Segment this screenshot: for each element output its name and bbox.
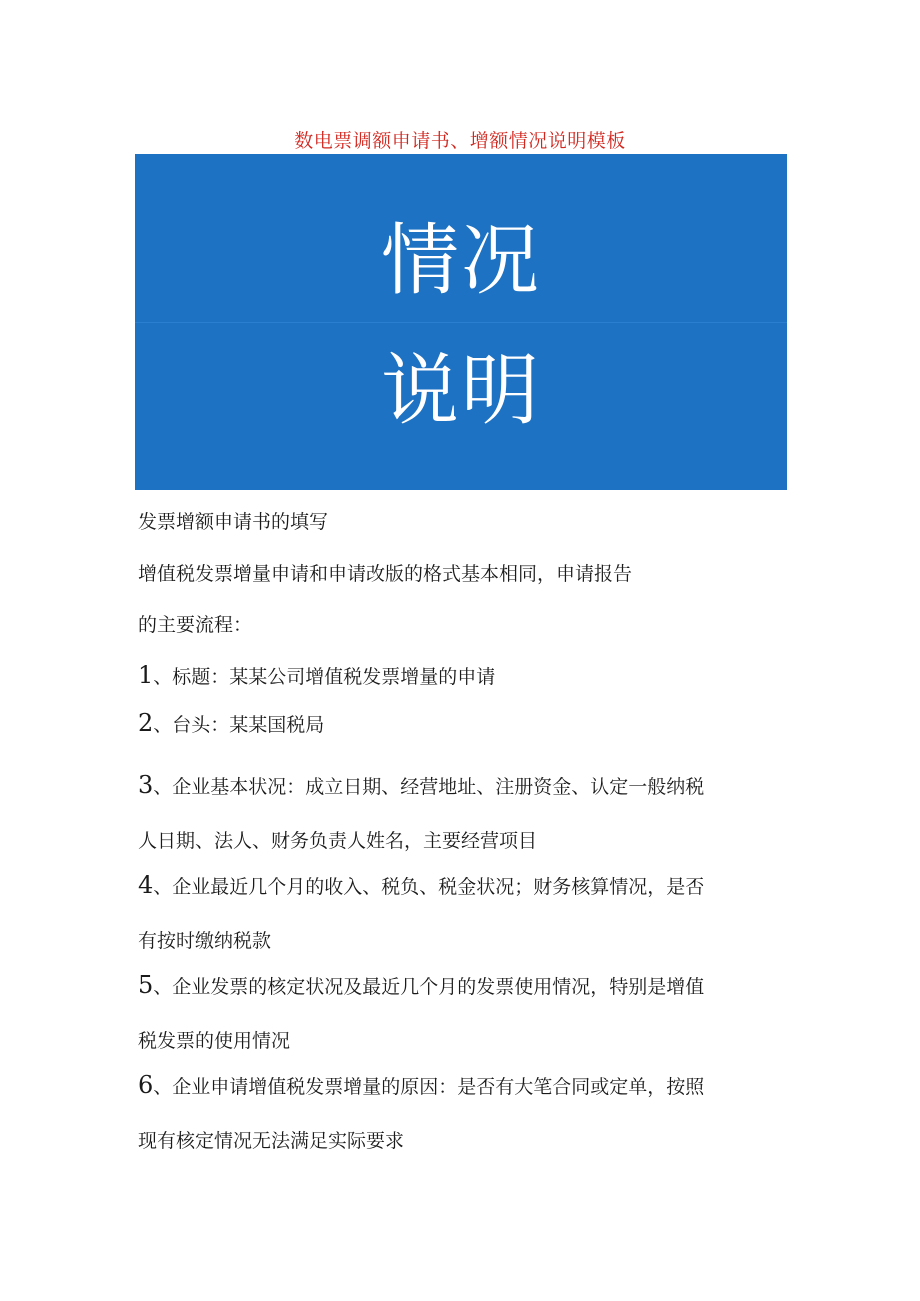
- title-banner: [135, 154, 787, 490]
- list-item-text: 、企业基本状况：成立日期、经营地址、注册资金、认定一般纳税: [153, 776, 705, 798]
- list-item-number: 3: [138, 771, 154, 799]
- intro-line-2: 的主要流程：: [138, 614, 253, 636]
- list-item-text: 、企业发票的核定状况及最近几个月的发票使用情况，特别是增值: [153, 976, 705, 998]
- list-item-line-1: [138, 858, 788, 914]
- list-item-line-2: 人日期、法人、财务负责人姓名，主要经营项目: [138, 830, 538, 852]
- section-heading: 发票增额申请书的填写: [138, 511, 329, 533]
- list-item-number: 5: [138, 971, 154, 999]
- list-item-line-2: 现有核定情况无法满足实际要求: [138, 1130, 405, 1152]
- list-item: [138, 958, 788, 1068]
- banner-divider: [135, 322, 787, 323]
- list-item-text: 、台头：某某国税局: [153, 714, 325, 736]
- list-item-number: 4: [138, 871, 154, 899]
- list-item: [138, 758, 788, 868]
- intro-line-1: 增值税发票增量申请和申请改版的格式基本相同，申请报告: [138, 563, 633, 585]
- list-item-line-2: 税发票的使用情况: [138, 1030, 291, 1052]
- list-item-line-1: [138, 958, 788, 1014]
- list-item-text: 、企业最近几个月的收入、税负、税金状况；财务核算情况，是否: [153, 876, 705, 898]
- list-item: [138, 1058, 788, 1168]
- list-item-text: 、企业申请增值税发票增量的原因：是否有大笔合同或定单，按照: [153, 1076, 705, 1098]
- list-item-line-1: [138, 758, 788, 814]
- document-title: 数电票调额申请书、增额情况说明模板: [294, 130, 626, 152]
- banner-text-line-2: 说明: [380, 346, 541, 436]
- list-item: [138, 858, 788, 968]
- list-item-line-1: [138, 1058, 788, 1114]
- list-item-text: 、标题：某某公司增值税发票增量的申请: [153, 666, 496, 688]
- banner-text-line-1: 情况: [380, 216, 541, 306]
- list-item-number: 6: [138, 1071, 154, 1099]
- list-item-line-1: [138, 696, 788, 752]
- list-item: [138, 696, 788, 752]
- list-item-line-2: 有按时缴纳税款: [138, 930, 272, 952]
- list-item-number: 1: [138, 661, 154, 689]
- list-item-number: 2: [138, 709, 154, 737]
